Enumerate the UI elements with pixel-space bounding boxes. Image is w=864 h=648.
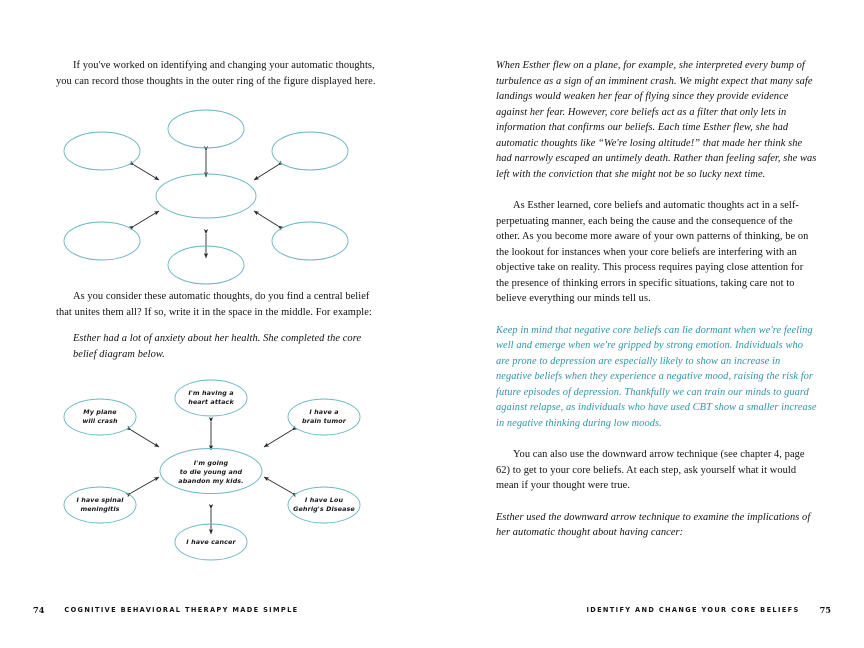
- left-page-column: [56, 58, 378, 557]
- paragraph-self-perpetuating: As Esther learned, core beliefs and automatic thoughts act in a self-perpetuating manner, each being the cause and the consequence of the other. As you become more aware of your own patterns of thinking, be on the lookout for instances when your core beliefs are interfering with an objective take on reality. This process requires paying close attention for the presence of thinking errors in specific situations, taking care not to believe everything our minds tell us.: [496, 200, 809, 304]
- filled-bubble-lou-gehrigs-line2: Gehrig's Disease: [293, 505, 355, 513]
- blank-outer-bubble-bottom-left[interactable]: [64, 222, 140, 260]
- filled-bubble-spinal-meningitis-line2: meningitis: [80, 505, 120, 513]
- blank-outer-bubble-top[interactable]: [168, 110, 244, 148]
- filled-bubble-plane-crash-line2: will crash: [82, 417, 118, 425]
- right-page-folio: 75: [819, 605, 831, 615]
- paragraph-esther-plane: When Esther flew on a plane, for example, she interpreted every bump of turbulence as a sign of an imminent crash. We might expect that many safe landings would weaken her fear of flying since they provide evidence against her fear. However, core beliefs act as a filter that only lets in information that confirms our beliefs. Each time Esther flew, she had automatic thoughts like “We're losing altitude!” that made her think she had narrowly escaped an untimely death. Rather than feeling safer, she was left with the conviction that she might not be so lucky next time.: [496, 60, 817, 180]
- filled-bubble-brain-tumor-line1: I have a: [309, 408, 339, 416]
- filled-bubble-brain-tumor-line2: brain tumor: [302, 417, 346, 425]
- paragraph-esther-downward-arrow-example: Esther used the downward arrow technique to examine the implications of her automatic thought about having cancer:: [496, 511, 811, 538]
- paragraph-consider: As you consider these automatic thoughts, do you find a central belief that unites them all? If so, write it in the space in the middle. For example:: [56, 291, 372, 318]
- filled-center-bubble-line1: I'm going: [193, 459, 229, 467]
- filled-center-bubble-line2: to die young and: [179, 468, 243, 476]
- blank-outer-bubble-top-left[interactable]: [64, 132, 140, 170]
- left-page-footer: [33, 604, 298, 616]
- blank-core-belief-diagram: [56, 98, 378, 276]
- filled-core-belief-diagram: [56, 372, 378, 557]
- filled-bubble-lou-gehrigs-line1: I have Lou: [304, 496, 344, 504]
- paragraph-teal-note: Keep in mind that negative core beliefs can lie dormant when we're feeling well and emerge when we're gripped by strong emotion. Individuals who are prone to depression are especially likely to show an increase in negative beliefs when they experience a negative mood, raising the risk for future episodes of depression. Thankfully we can train our minds to guard against relapse, as individuals who have used CBT show a smaller increase in negative thinking during low moods.: [496, 324, 817, 429]
- blank-outer-bubble-top-right[interactable]: [272, 132, 348, 170]
- filled-bubble-heart-attack-line1: I'm having a: [188, 389, 234, 397]
- paragraph-downward-arrow: You can also use the downward arrow technique (see chapter 4, page 62) to get to your core beliefs. At each step, ask yourself what it would mean if your thought were true.: [496, 449, 805, 491]
- filled-center-bubble-line3: abandon my kids.: [178, 477, 244, 485]
- left-page-folio: 74: [33, 605, 45, 615]
- filled-bubble-spinal-meningitis-line1: I have spinal: [76, 496, 124, 504]
- right-page: [432, 0, 864, 648]
- filled-bubble-cancer-line1: I have cancer: [186, 538, 236, 546]
- blank-outer-bubble-bottom-right[interactable]: [272, 222, 348, 260]
- paragraph-intro: If you've worked on identifying and changing your automatic thoughts, you can record those thoughts in the outer ring of the figure displayed here.: [56, 60, 376, 87]
- right-page-column: [496, 58, 818, 550]
- paragraph-esther-example: Esther had a lot of anxiety about her health. She completed the core belief diagram below.: [73, 333, 362, 360]
- blank-center-bubble[interactable]: [156, 174, 256, 218]
- diagram-connectors: [134, 151, 278, 258]
- left-page-running-head: COGNITIVE BEHAVIORAL THERAPY MADE SIMPLE: [64, 606, 299, 614]
- filled-bubble-plane-crash-line1: My plane: [83, 408, 117, 416]
- right-page-running-head: IDENTIFY AND CHANGE YOUR CORE BELIEFS: [586, 606, 800, 614]
- filled-bubble-heart-attack-line2: heart attack: [188, 398, 234, 406]
- right-page-footer: [586, 604, 831, 616]
